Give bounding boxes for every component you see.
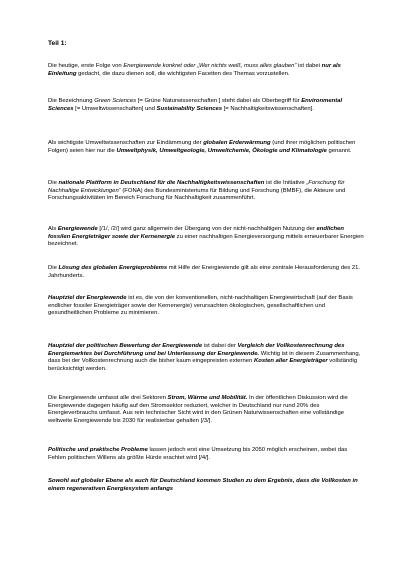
text-run: ist die Initiative „ — [264, 180, 309, 186]
text-run: Forschung für Nachhaltige Entwicklungen — [48, 180, 345, 194]
text-run: Die Bezeichnung — [48, 98, 95, 104]
section-heading: Teil 1: — [48, 40, 67, 47]
text-run: Energiewende konkret oder „Wer nichts weiß, muss alles glauben“ — [123, 63, 297, 69]
text-run: ist dabei der — [202, 343, 238, 349]
text-run: Die Energiewende umfasst alle drei Sektoren — [48, 395, 168, 401]
text-run: Sustainability Sciences — [156, 105, 223, 112]
text-run: Kosten aller Energieträger — [253, 358, 328, 364]
text-run: gedacht, die dazu dienen soll, die wichtigsten Facetten des Themas vorzustellen. — [76, 70, 290, 77]
text-run: Die heutige, erste Folge von — [48, 63, 124, 69]
text-run: Die — [48, 265, 59, 271]
text-run: zu einer nachhaltigen Energieversorgung mittels erneuerbarer Energien bezeichnet. — [48, 233, 364, 247]
text-run: globalen Erderwärmung — [203, 140, 271, 146]
paragraph-intro — [48, 63, 366, 78]
text-run: Als — [48, 226, 58, 232]
text-run: vollständig berücksichtigt werden. — [48, 358, 358, 372]
text-run: Green Sciences — [94, 98, 137, 104]
text-run: [= Umweltwissenschaften] und — [73, 105, 157, 112]
text-run: Politische und praktische Probleme — [48, 447, 148, 453]
text-run: Wichtig ist in diesem Zusammenhang, dass bei der Vollkostenrechnung auch die bisher kaum eingepreisten externen — [48, 350, 361, 364]
paragraph-main-goal — [48, 295, 366, 318]
text-run: mit Hilfe der Energiewende gilt als eine zentrale Herausforderung des 21. Jahrhunderts. — [48, 265, 361, 279]
text-run: [/1/, /2/] wird ganz allgemein der Übergang von der nicht-nachhaltigen Nutzung der — [97, 226, 317, 232]
paragraph-energiewende-definition — [48, 226, 366, 249]
text-run: Als wichtigste Umweltwissenschaften zur Eindämmung der — [48, 140, 204, 146]
paragraph-political-problems — [48, 447, 366, 462]
paragraph-sectors — [48, 395, 366, 425]
text-run: In der öffentlichen Diskussion wird die Energiewende dagegen häufig auf den Stromsektor reduziert, welcher in Deutschland nur rund 20% des Energieverbrauchs umfasst. Aus rein technischer Sicht wird in den Grünen Naturwissenschaften eine vollständige weltweite Energiewende bis 2030 für realisierbar gehalten [/3/]. — [48, 395, 348, 424]
text-run: Energiewende — [57, 226, 98, 232]
text-run: nationale Plattform in Deutschland für die Nachhaltigkeitswissenschaften — [58, 180, 265, 186]
text-run: Lösung des globalen Energieproblems — [58, 265, 168, 271]
text-run: Vergleich der Vollkostenrechnung des Energiemarktes bei Durchführung und bei Unterlassung der Energiewende. — [48, 343, 345, 357]
text-run: Environmental Sciences — [48, 98, 343, 112]
text-run: Die — [48, 180, 59, 186]
text-run: [= Grüne Naturwissenschaften ] steht dabei als Oberbegriff für — [136, 98, 302, 104]
text-run: genannt. — [326, 147, 352, 154]
text-run: ist dabei — [296, 63, 322, 69]
paragraph-green-sciences — [48, 98, 366, 113]
text-run: Strom, Wärme und Mobilität. — [167, 395, 248, 401]
text-run: [= Nachhaltigkeitswissenschaften]. — [222, 105, 314, 112]
paragraph-political-evaluation — [48, 343, 366, 373]
text-run: nur als Einleitung — [48, 63, 341, 77]
paragraph-full-costs — [48, 478, 366, 493]
text-run: Hauptziel der politischen Bewertung der Energiewende — [48, 343, 203, 349]
text-run: Umweltphysik, Umweltgeologie, Umweltchemie, Ökologie und Klimatologie — [116, 147, 327, 154]
text-run: lassen jedoch erst eine Umsetzung bis 2050 möglich erscheinen, wobei das Fehlen politischen Willens als größte Hürde erachtet wird [/4/]. — [48, 447, 348, 461]
paragraph-fona — [48, 180, 366, 203]
text-run: Sowohl auf globaler Ebene als auch für Deutschland kommen Studien zu dem Ergebnis, dass die Vollkosten in einem regenerativen Energiesystem anfangs — [48, 478, 358, 492]
paragraph-global-energy-problem — [48, 265, 366, 280]
text-run: endlichen fossilen Energieträger sowie der Kernenergie — [48, 226, 345, 240]
text-run: ist es, die von der konventionellen, nicht-nachhaltigen Energiewirtschaft (auf der Basis endlicher fossiler Energieträger sowie der Kernenergie) verursachten ökologischen, gesellschaftlichen und gesundheitlichen Probleme zu minimieren. — [48, 295, 353, 316]
paragraph-environmental-sciences — [48, 140, 366, 155]
text-run: Hauptziel der Energiewende — [48, 295, 127, 301]
text-run: (und ihrer möglichen politischen Folgen) seien hier nur die — [48, 140, 356, 154]
text-run: “ (FONA) des Bundesministeriums für Bildung und Forschung (BMBF), die Akteure und Forschungsaktivitäten im Bereich Forschung für Nachhaltigkeit zusammenführt. — [48, 187, 346, 201]
